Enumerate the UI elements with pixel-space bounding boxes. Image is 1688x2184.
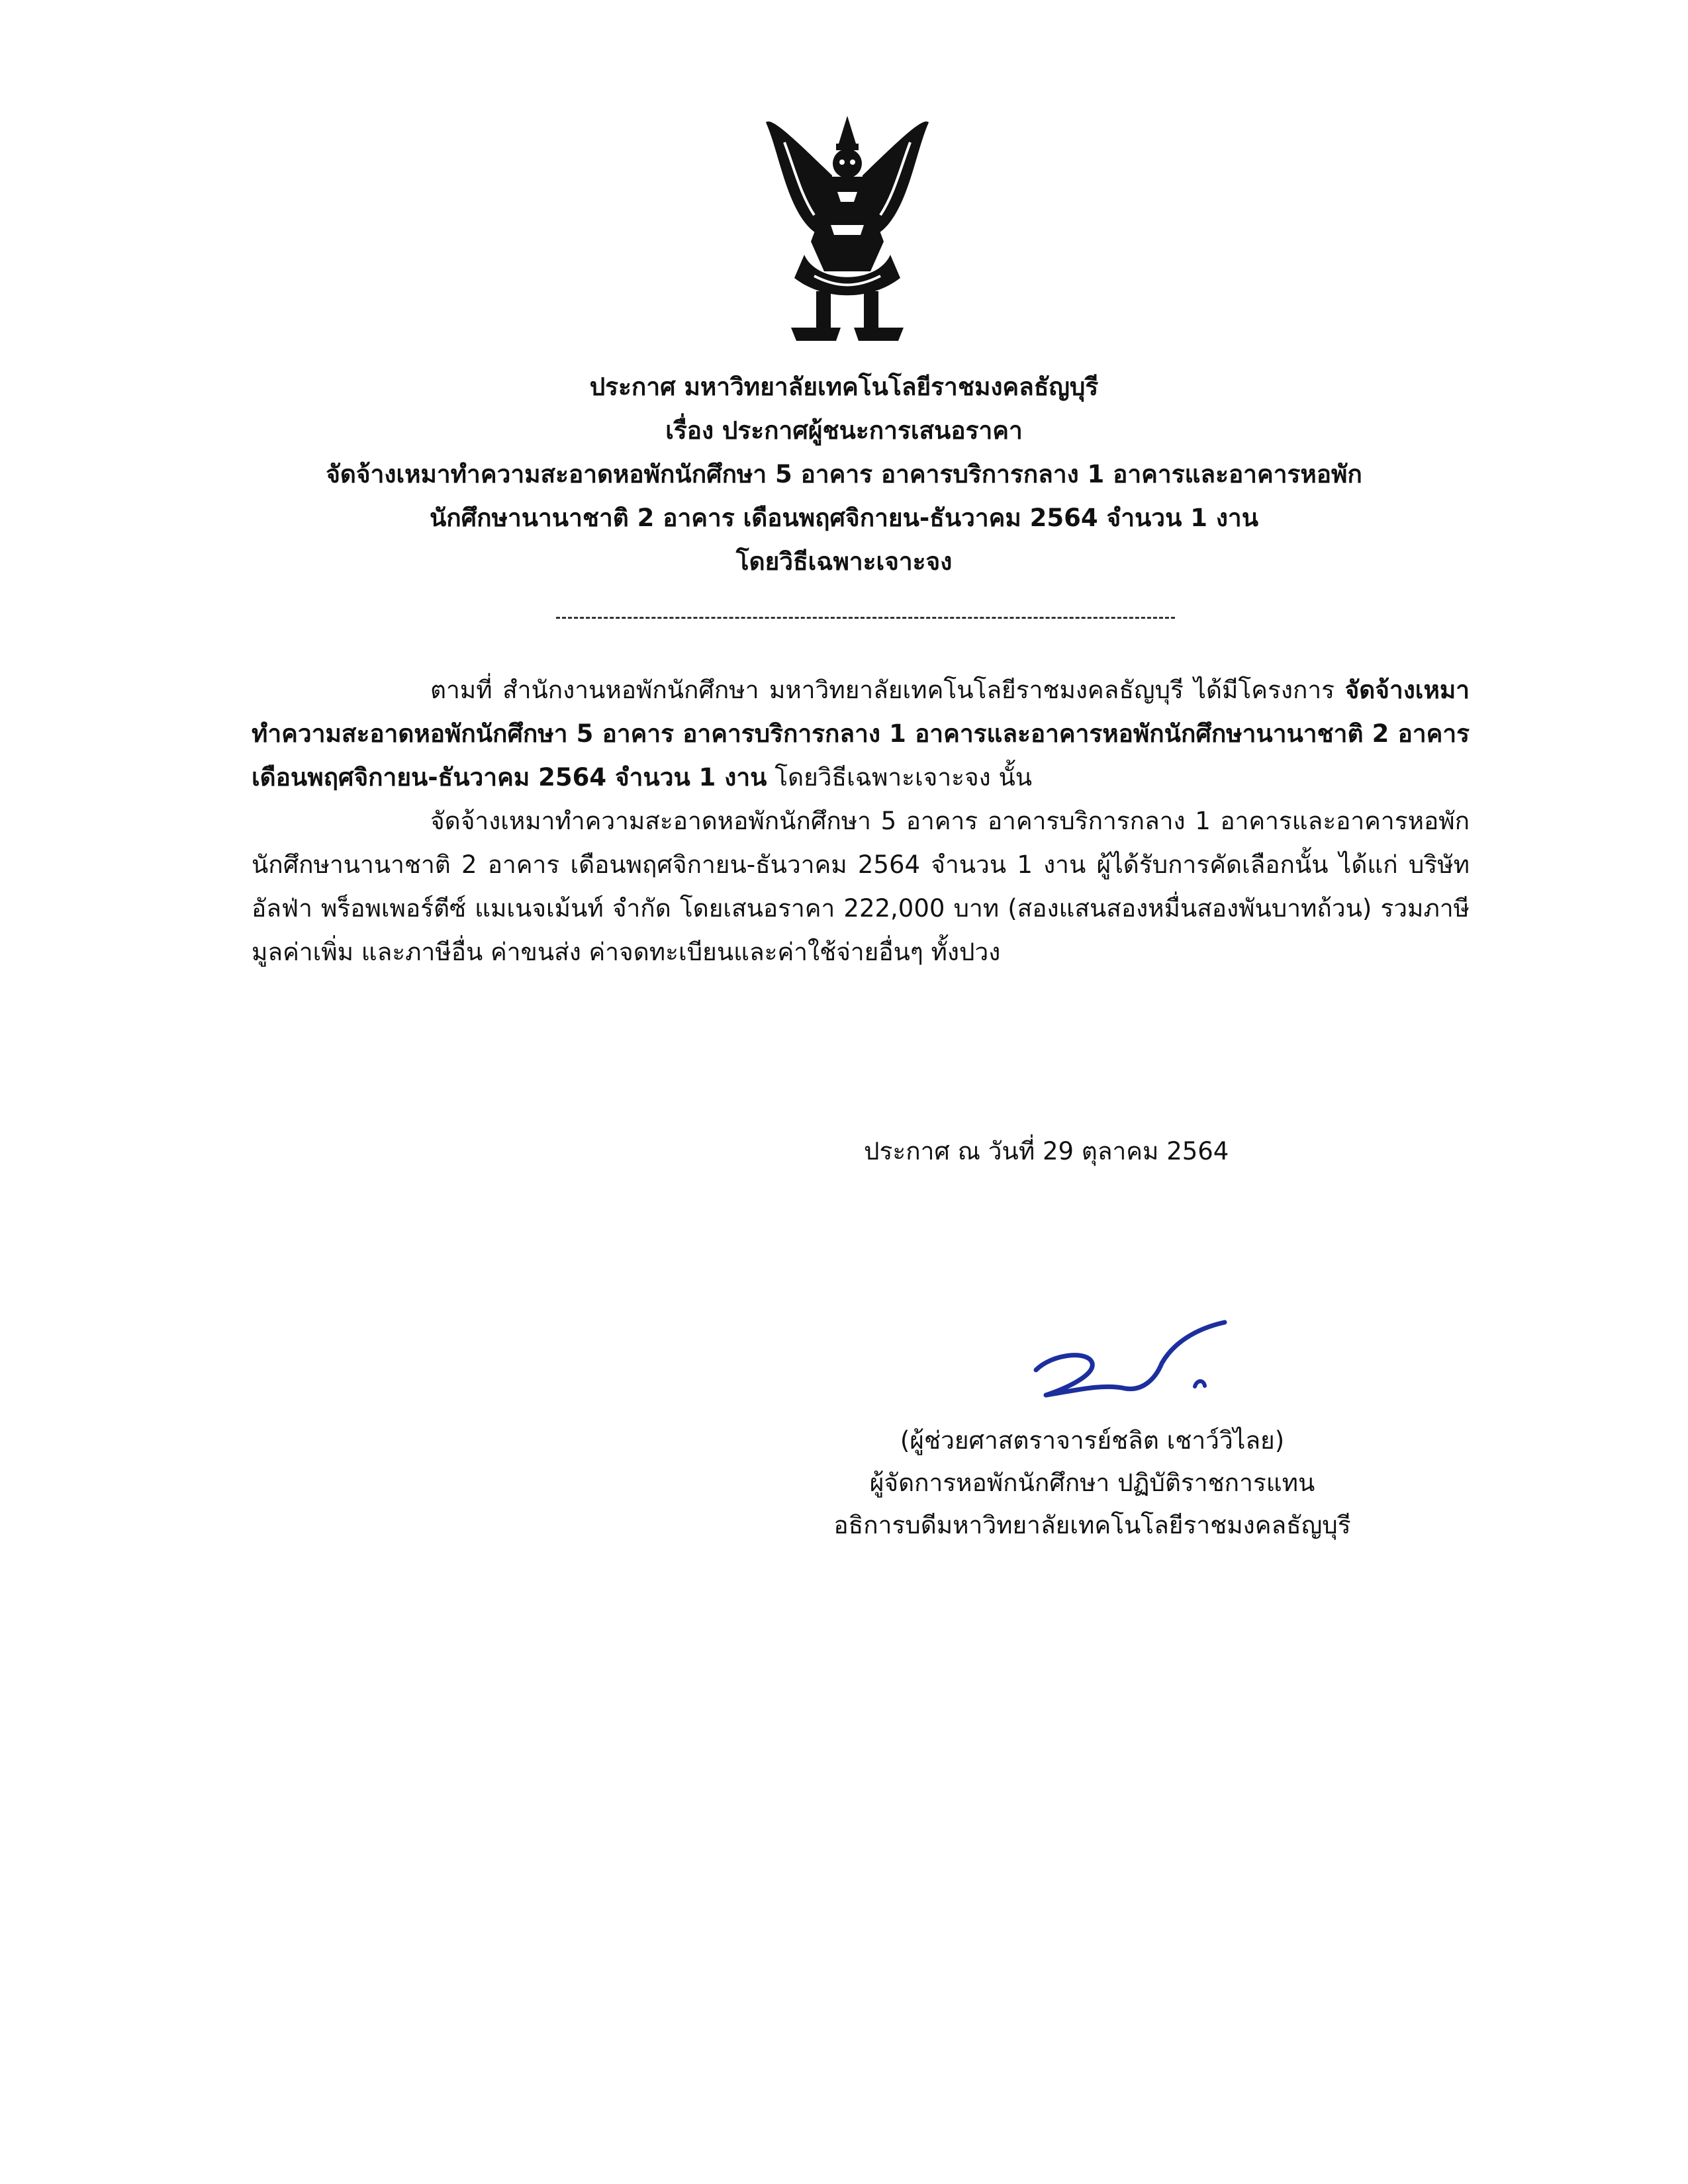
garuda-emblem-icon xyxy=(758,103,937,354)
project-title-line-2: นักศึกษานานาชาติ 2 อาคาร เดือนพฤศจิกายน-ธันวาคม 2564 จำนวน 1 งาน xyxy=(429,504,1259,532)
paragraph-1-intro: ตามที่ สำนักงานหอพักนักศึกษา มหาวิทยาลัยเทคโนโลยีราชมงคลธัญบุรี ได้มีโครงการ xyxy=(430,676,1335,704)
document-body xyxy=(252,668,1470,974)
procurement-method: โดยวิธีเฉพาะเจาะจง xyxy=(735,547,953,576)
announcement-title: ประกาศ มหาวิทยาลัยเทคโนโลยีราชมงคลธัญบุรี xyxy=(589,373,1099,401)
announcement-subject: เรื่อง ประกาศผู้ชนะการเสนอราคา xyxy=(665,416,1023,445)
signer-position: ผู้จัดการหอพักนักศึกษา ปฏิบัติราชการแทน xyxy=(869,1469,1315,1497)
project-title-line-1: จัดจ้างเหมาทำความสะอาดหอพักนักศึกษา 5 อาคาร อาคารบริการกลาง 1 อาคารและอาคารหอพัก xyxy=(326,460,1362,488)
paragraph-1-project: จัดจ้างเหมาทำความสะอาดหอพักนักศึกษา 5 อาคาร อาคารบริการกลาง 1 อาคารและอาคารหอพักนักศึกษานานาชาติ 2 อาคาร เดือนพฤศจิกายน-ธันวาคม 2564 จำนวน 1 งาน xyxy=(252,676,1470,792)
document-header xyxy=(0,365,1688,584)
announcement-date: ประกาศ ณ วันที่ 29 ตุลาคม 2564 xyxy=(864,1137,1229,1165)
paragraph-1-tail: โดยวิธีเฉพาะเจาะจง นั้น xyxy=(774,763,1033,792)
paragraph-1 xyxy=(252,668,1470,799)
signer-position-2: อธิการบดีมหาวิทยาลัยเทคโนโลยีราชมงคลธัญบุรี xyxy=(833,1511,1351,1539)
signer-block xyxy=(761,1420,1423,1547)
handwritten-signature xyxy=(1026,1317,1244,1403)
paragraph-2: จัดจ้างเหมาทำความสะอาดหอพักนักศึกษา 5 อาคาร อาคารบริการกลาง 1 อาคารและอาคารหอพักนักศึกษานานาชาติ 2 อาคาร เดือนพฤศจิกายน-ธันวาคม 2564 จำนวน 1 งาน ผู้ได้รับการคัดเลือกนั้น ได้แก่ บริษัท อัลฟ่า พร็อพเพอร์ตีซ์ แมเนจเม้นท์ จำกัด โดยเสนอราคา 222,000 บาท (สองแสนสองหมื่นสองพันบาทถ้วน) รวมภาษีมูลค่าเพิ่ม และภาษีอื่น ค่าขนส่ง ค่าจดทะเบียนและค่าใช้จ่ายอื่นๆ ทั้งปวง xyxy=(252,807,1470,966)
header-divider xyxy=(556,617,1175,619)
signer-name: (ผู้ช่วยศาสตราจารย์ชลิต เชาว์วิไลย) xyxy=(900,1426,1285,1455)
